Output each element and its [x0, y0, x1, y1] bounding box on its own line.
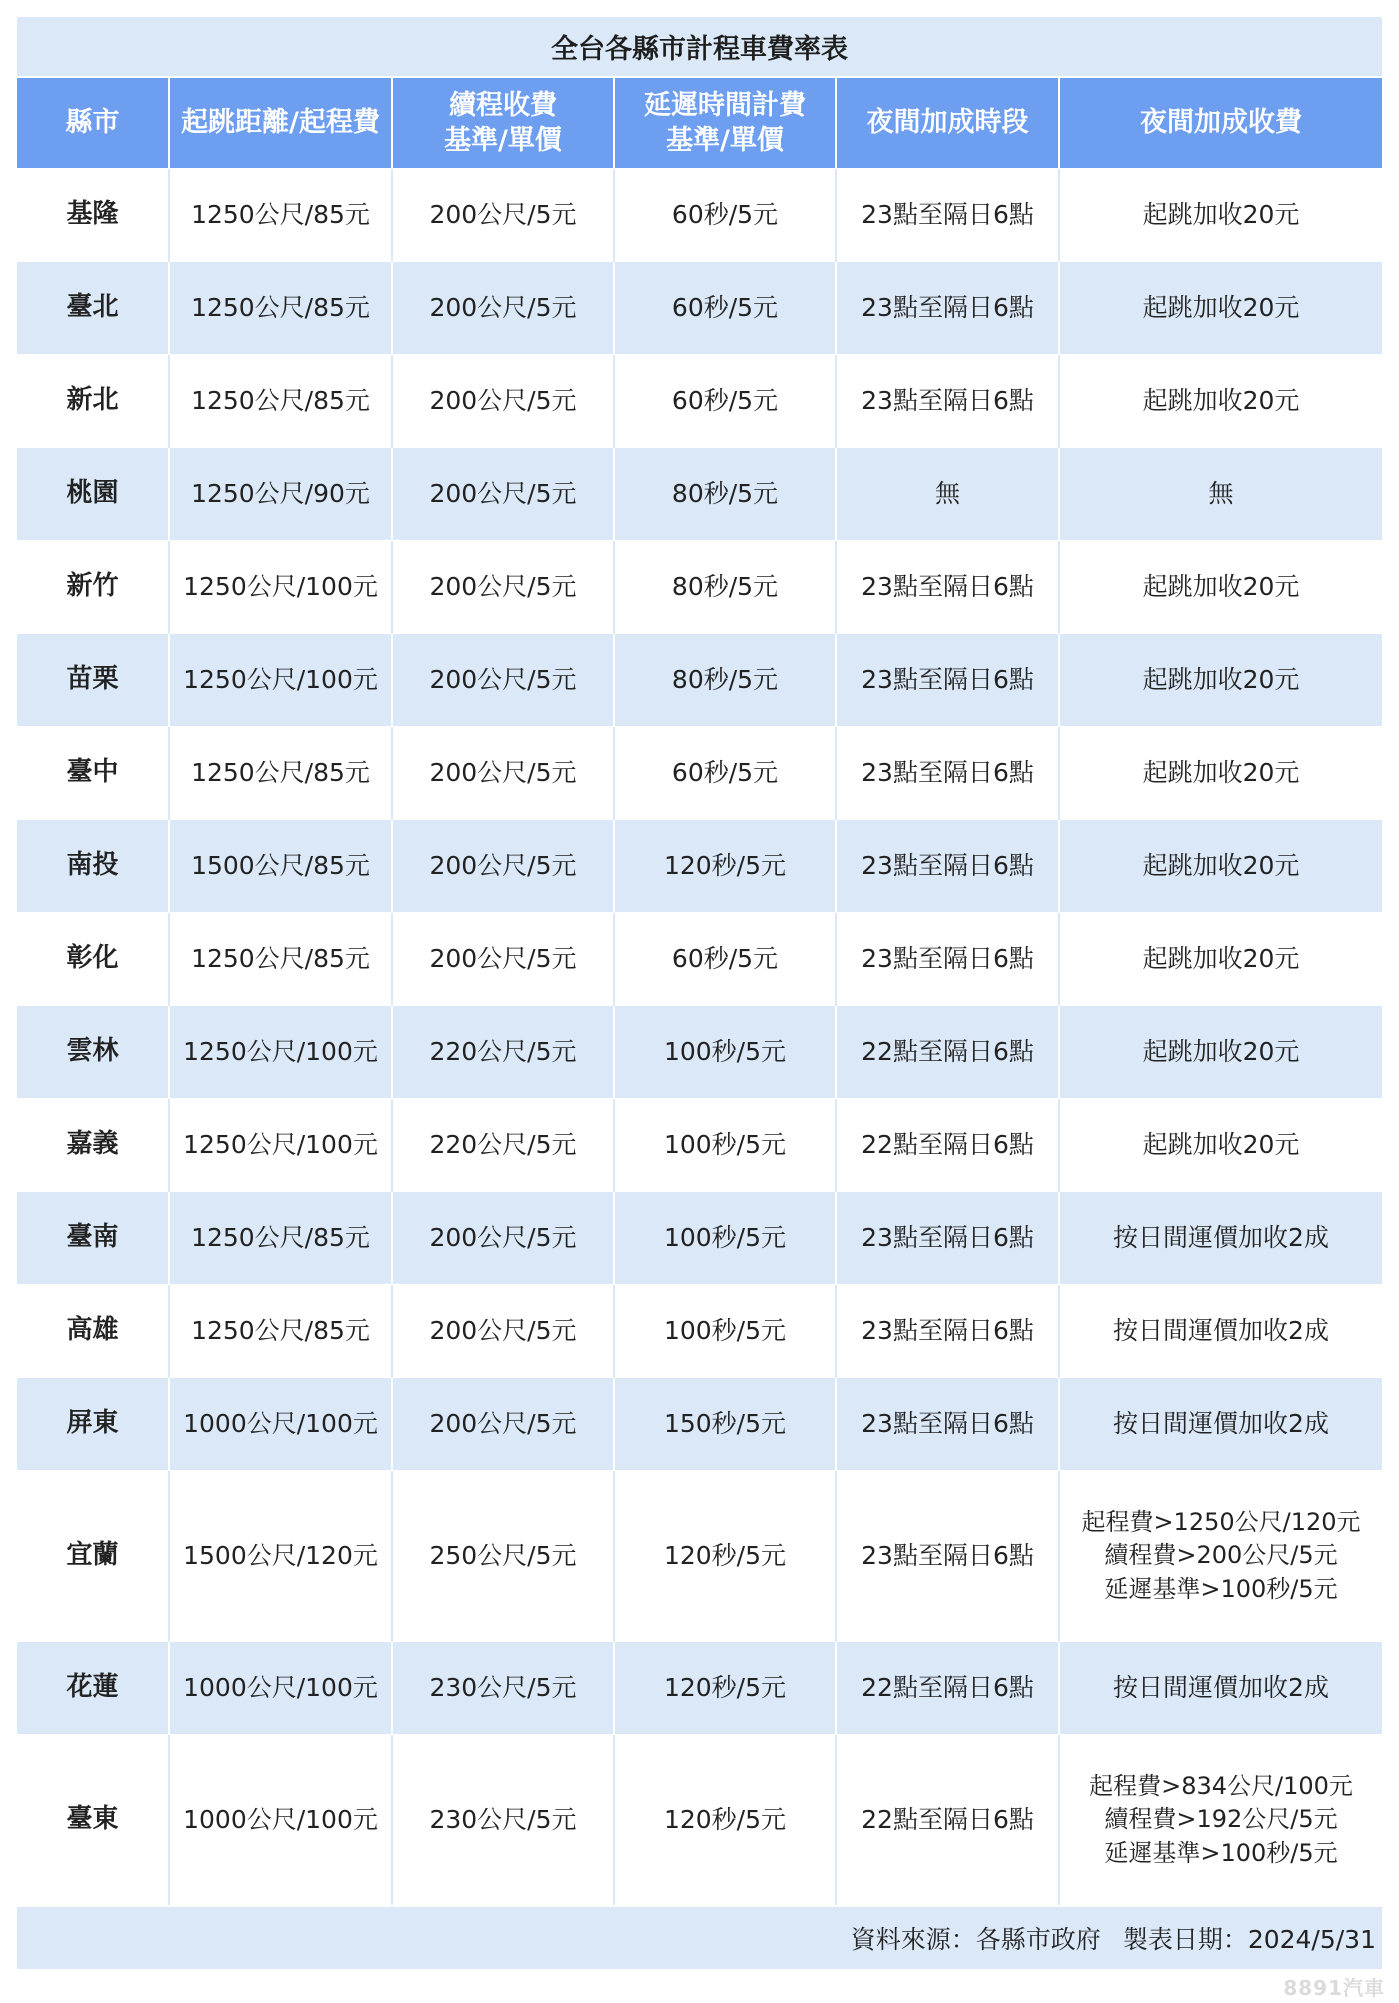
night-period-cell: 23點至隔日6點: [836, 1378, 1059, 1471]
header-starting-fare: 起跳距離/起程費: [169, 78, 392, 169]
delay-fare-cell: 100秒/5元: [614, 1192, 836, 1285]
delay-fare-cell: 100秒/5元: [614, 1285, 836, 1378]
continuation-fare-cell: 200公尺/5元: [392, 1378, 614, 1471]
table-row: [17, 262, 1382, 355]
starting-fare-cell: 1250公尺/85元: [169, 913, 392, 1006]
night-period-cell: 23點至隔日6點: [836, 1471, 1059, 1642]
table-row: [17, 1192, 1382, 1285]
county-cell: 臺南: [17, 1192, 169, 1285]
night-surcharge-cell: 起跳加收20元: [1059, 1099, 1382, 1192]
night-period-cell: 23點至隔日6點: [836, 541, 1059, 634]
table-row: [17, 355, 1382, 448]
delay-fare-cell: 60秒/5元: [614, 262, 836, 355]
starting-fare-cell: 1000公尺/100元: [169, 1735, 392, 1906]
table-row: [17, 1099, 1382, 1192]
continuation-fare-cell: 230公尺/5元: [392, 1735, 614, 1906]
table-row: [17, 1471, 1382, 1642]
night-surcharge-cell: 起跳加收20元: [1059, 169, 1382, 262]
rate-sheet: [17, 17, 1382, 1969]
starting-fare-cell: 1000公尺/100元: [169, 1642, 392, 1735]
continuation-fare-cell: 200公尺/5元: [392, 1285, 614, 1378]
county-cell: 嘉義: [17, 1099, 169, 1192]
delay-fare-cell: 100秒/5元: [614, 1006, 836, 1099]
table-row: [17, 727, 1382, 820]
table-row: [17, 1735, 1382, 1906]
table-row: [17, 1285, 1382, 1378]
night-period-cell: 22點至隔日6點: [836, 1642, 1059, 1735]
county-cell: 新竹: [17, 541, 169, 634]
county-cell: 南投: [17, 820, 169, 913]
continuation-fare-cell: 200公尺/5元: [392, 1192, 614, 1285]
continuation-fare-cell: 250公尺/5元: [392, 1471, 614, 1642]
county-cell: 宜蘭: [17, 1471, 169, 1642]
county-cell: 桃園: [17, 448, 169, 541]
table-row: [17, 541, 1382, 634]
night-surcharge-cell: 起跳加收20元: [1059, 355, 1382, 448]
night-period-cell: 22點至隔日6點: [836, 1099, 1059, 1192]
county-cell: 臺北: [17, 262, 169, 355]
night-surcharge-cell: 起跳加收20元: [1059, 262, 1382, 355]
taxi-rate-table: [17, 78, 1382, 1905]
table-footer: [17, 1905, 1382, 1969]
continuation-fare-cell: 230公尺/5元: [392, 1642, 614, 1735]
county-cell: 屏東: [17, 1378, 169, 1471]
night-period-cell: 23點至隔日6點: [836, 262, 1059, 355]
night-surcharge-cell: 起跳加收20元: [1059, 634, 1382, 727]
starting-fare-cell: 1250公尺/100元: [169, 1006, 392, 1099]
county-cell: 花蓮: [17, 1642, 169, 1735]
night-surcharge-cell: 起程費>1250公尺/120元 續程費>200公尺/5元 延遲基準>100秒/5元: [1059, 1471, 1382, 1642]
night-period-cell: 23點至隔日6點: [836, 634, 1059, 727]
night-surcharge-cell: 起跳加收20元: [1059, 541, 1382, 634]
delay-fare-cell: 60秒/5元: [614, 355, 836, 448]
starting-fare-cell: 1250公尺/85元: [169, 169, 392, 262]
delay-fare-cell: 150秒/5元: [614, 1378, 836, 1471]
night-surcharge-cell: 起跳加收20元: [1059, 913, 1382, 1006]
starting-fare-cell: 1250公尺/85元: [169, 1285, 392, 1378]
table-row: [17, 820, 1382, 913]
night-surcharge-cell: 起跳加收20元: [1059, 727, 1382, 820]
header-county: 縣市: [17, 78, 169, 169]
header-row: [17, 78, 1382, 169]
county-cell: 雲林: [17, 1006, 169, 1099]
data-source-note: 資料來源：各縣市政府: [850, 1925, 1101, 1954]
night-period-cell: 23點至隔日6點: [836, 169, 1059, 262]
night-period-cell: 22點至隔日6點: [836, 1006, 1059, 1099]
starting-fare-cell: 1250公尺/90元: [169, 448, 392, 541]
county-cell: 高雄: [17, 1285, 169, 1378]
night-period-cell: 23點至隔日6點: [836, 1192, 1059, 1285]
starting-fare-cell: 1500公尺/85元: [169, 820, 392, 913]
continuation-fare-cell: 200公尺/5元: [392, 355, 614, 448]
delay-fare-cell: 120秒/5元: [614, 820, 836, 913]
county-cell: 新北: [17, 355, 169, 448]
continuation-fare-cell: 200公尺/5元: [392, 913, 614, 1006]
night-period-cell: 23點至隔日6點: [836, 355, 1059, 448]
night-period-cell: 23點至隔日6點: [836, 1285, 1059, 1378]
county-cell: 苗栗: [17, 634, 169, 727]
header-delay-fare: 延遲時間計費 基準/單價: [614, 78, 836, 169]
table-row: [17, 1378, 1382, 1471]
delay-fare-cell: 60秒/5元: [614, 727, 836, 820]
header-night-surcharge: 夜間加成收費: [1059, 78, 1382, 169]
night-surcharge-cell: 起跳加收20元: [1059, 1006, 1382, 1099]
starting-fare-cell: 1250公尺/85元: [169, 727, 392, 820]
night-period-cell: 23點至隔日6點: [836, 820, 1059, 913]
night-period-cell: 無: [836, 448, 1059, 541]
night-surcharge-cell: 按日間運價加收2成: [1059, 1192, 1382, 1285]
night-surcharge-cell: 起程費>834公尺/100元 續程費>192公尺/5元 延遲基準>100秒/5元: [1059, 1735, 1382, 1906]
delay-fare-cell: 120秒/5元: [614, 1735, 836, 1906]
delay-fare-cell: 60秒/5元: [614, 913, 836, 1006]
delay-fare-cell: 80秒/5元: [614, 448, 836, 541]
table-row: [17, 913, 1382, 1006]
starting-fare-cell: 1250公尺/100元: [169, 1099, 392, 1192]
starting-fare-cell: 1500公尺/120元: [169, 1471, 392, 1642]
delay-fare-cell: 80秒/5元: [614, 541, 836, 634]
table-row: [17, 634, 1382, 727]
continuation-fare-cell: 220公尺/5元: [392, 1099, 614, 1192]
table-row: [17, 448, 1382, 541]
continuation-fare-cell: 200公尺/5元: [392, 541, 614, 634]
county-cell: 基隆: [17, 169, 169, 262]
continuation-fare-cell: 200公尺/5元: [392, 262, 614, 355]
continuation-fare-cell: 200公尺/5元: [392, 634, 614, 727]
night-surcharge-cell: 起跳加收20元: [1059, 820, 1382, 913]
table-title: 全台各縣市計程車費率表: [17, 17, 1382, 78]
night-period-cell: 23點至隔日6點: [836, 913, 1059, 1006]
starting-fare-cell: 1250公尺/85元: [169, 355, 392, 448]
night-surcharge-cell: 按日間運價加收2成: [1059, 1378, 1382, 1471]
continuation-fare-cell: 200公尺/5元: [392, 727, 614, 820]
table-date-note: 製表日期：2024/5/31: [1122, 1925, 1376, 1954]
continuation-fare-cell: 220公尺/5元: [392, 1006, 614, 1099]
delay-fare-cell: 120秒/5元: [614, 1471, 836, 1642]
night-period-cell: 22點至隔日6點: [836, 1735, 1059, 1906]
starting-fare-cell: 1250公尺/85元: [169, 1192, 392, 1285]
table-row: [17, 169, 1382, 262]
continuation-fare-cell: 200公尺/5元: [392, 169, 614, 262]
starting-fare-cell: 1000公尺/100元: [169, 1378, 392, 1471]
county-cell: 臺東: [17, 1735, 169, 1906]
night-surcharge-cell: 無: [1059, 448, 1382, 541]
starting-fare-cell: 1250公尺/100元: [169, 634, 392, 727]
delay-fare-cell: 100秒/5元: [614, 1099, 836, 1192]
header-continuation-fare: 續程收費 基準/單價: [392, 78, 614, 169]
county-cell: 臺中: [17, 727, 169, 820]
table-row: [17, 1642, 1382, 1735]
watermark-logo: 8891汽車: [1283, 1976, 1385, 2000]
county-cell: 彰化: [17, 913, 169, 1006]
delay-fare-cell: 60秒/5元: [614, 169, 836, 262]
night-period-cell: 23點至隔日6點: [836, 727, 1059, 820]
continuation-fare-cell: 200公尺/5元: [392, 820, 614, 913]
table-row: [17, 1006, 1382, 1099]
night-surcharge-cell: 按日間運價加收2成: [1059, 1285, 1382, 1378]
header-night-period: 夜間加成時段: [836, 78, 1059, 169]
night-surcharge-cell: 按日間運價加收2成: [1059, 1642, 1382, 1735]
starting-fare-cell: 1250公尺/100元: [169, 541, 392, 634]
starting-fare-cell: 1250公尺/85元: [169, 262, 392, 355]
delay-fare-cell: 120秒/5元: [614, 1642, 836, 1735]
continuation-fare-cell: 200公尺/5元: [392, 448, 614, 541]
delay-fare-cell: 80秒/5元: [614, 634, 836, 727]
